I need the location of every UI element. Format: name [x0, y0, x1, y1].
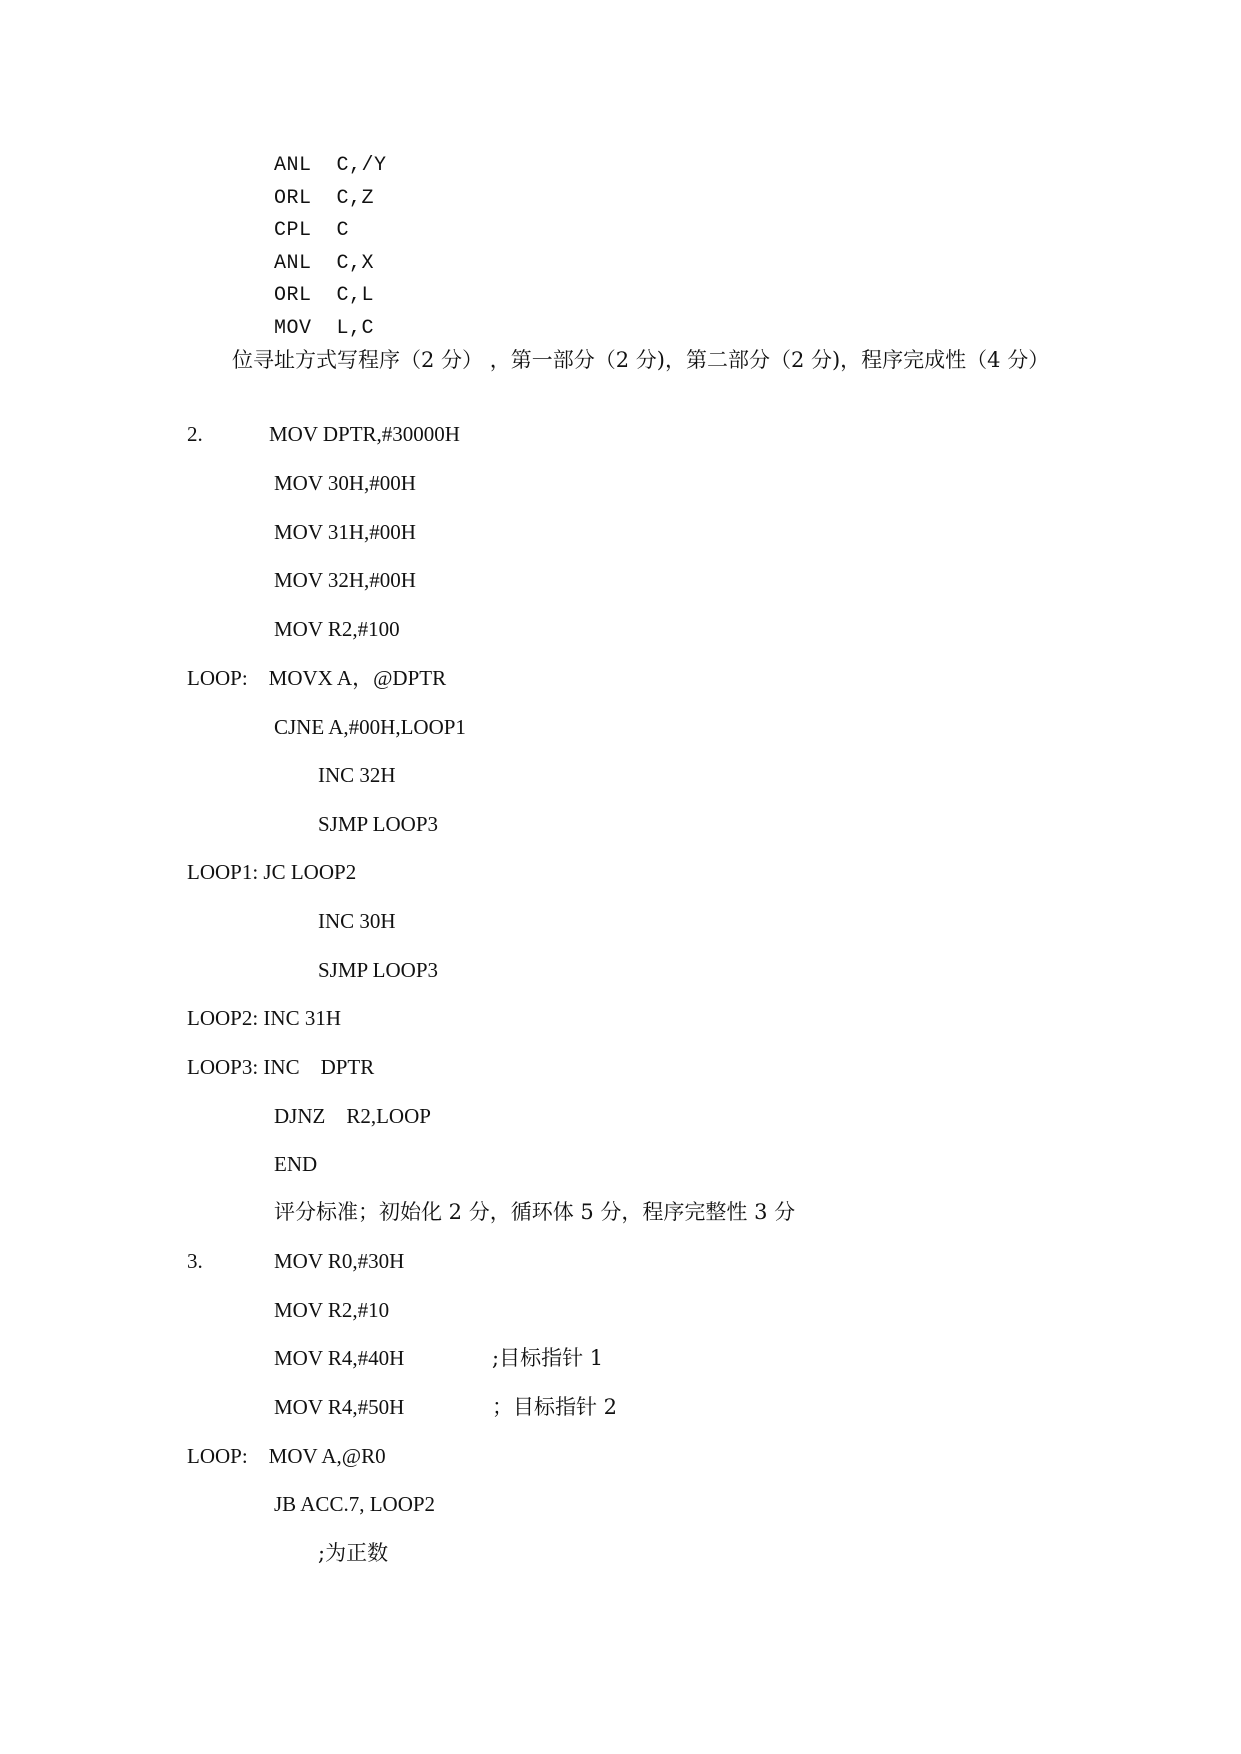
code-line: MOV R4,#40H — [274, 1346, 405, 1370]
scoring-note: 评分标准；初始化 2 分，循环体 5 分，程序完整性 3 分 — [274, 1200, 796, 1224]
code-line: END — [274, 1152, 318, 1176]
code-line: MOV R0,#30H — [274, 1249, 405, 1273]
code-line: MOV 30H,#00H — [274, 471, 416, 495]
code-line: MOV R2,#100 — [274, 617, 400, 641]
code-line: JB ACC.7, LOOP2 — [274, 1492, 436, 1516]
code-line: INC 32H — [318, 763, 396, 787]
code-line: SJMP LOOP3 — [318, 812, 439, 836]
code-comment: ；目标指针 2 — [492, 1395, 618, 1419]
code-comment: ;目标指针 1 — [492, 1346, 604, 1370]
code-line: MOV R4,#50H — [274, 1395, 405, 1419]
code-line: MOV 32H,#00H — [274, 568, 416, 592]
code-line: INC 30H — [318, 909, 396, 933]
code-line: ANL C,/Y — [274, 154, 387, 177]
code-comment: ;为正数 — [318, 1541, 389, 1565]
code-line: ORL C,L — [274, 284, 375, 307]
code-line: LOOP1: JC LOOP2 — [187, 860, 357, 884]
scoring-note: 位寻址方式写程序（2 分） ，第一部分（2 分)，第二部分（2 分)，程序完成性（4 分） — [232, 348, 1050, 372]
code-line: LOOP: MOVX A，@DPTR — [187, 666, 447, 690]
code-line: ANL C,X — [274, 252, 375, 275]
code-line: MOV R2,#10 — [274, 1298, 390, 1322]
section-number: 3. — [187, 1249, 203, 1273]
code-line: CJNE A,#00H,LOOP1 — [274, 715, 466, 739]
code-line: LOOP3: INC DPTR — [187, 1055, 375, 1079]
code-line: LOOP: MOV A,@R0 — [187, 1444, 386, 1468]
section-number: 2. — [187, 422, 203, 446]
code-line: MOV 31H,#00H — [274, 520, 416, 544]
code-line: MOV DPTR,#30000H — [269, 422, 460, 446]
code-line: LOOP2: INC 31H — [187, 1006, 342, 1030]
code-line: ORL C,Z — [274, 187, 375, 210]
code-line: CPL C — [274, 219, 350, 242]
code-line: DJNZ R2,LOOP — [274, 1104, 431, 1128]
code-line: MOV L,C — [274, 317, 375, 340]
code-line: SJMP LOOP3 — [318, 958, 439, 982]
